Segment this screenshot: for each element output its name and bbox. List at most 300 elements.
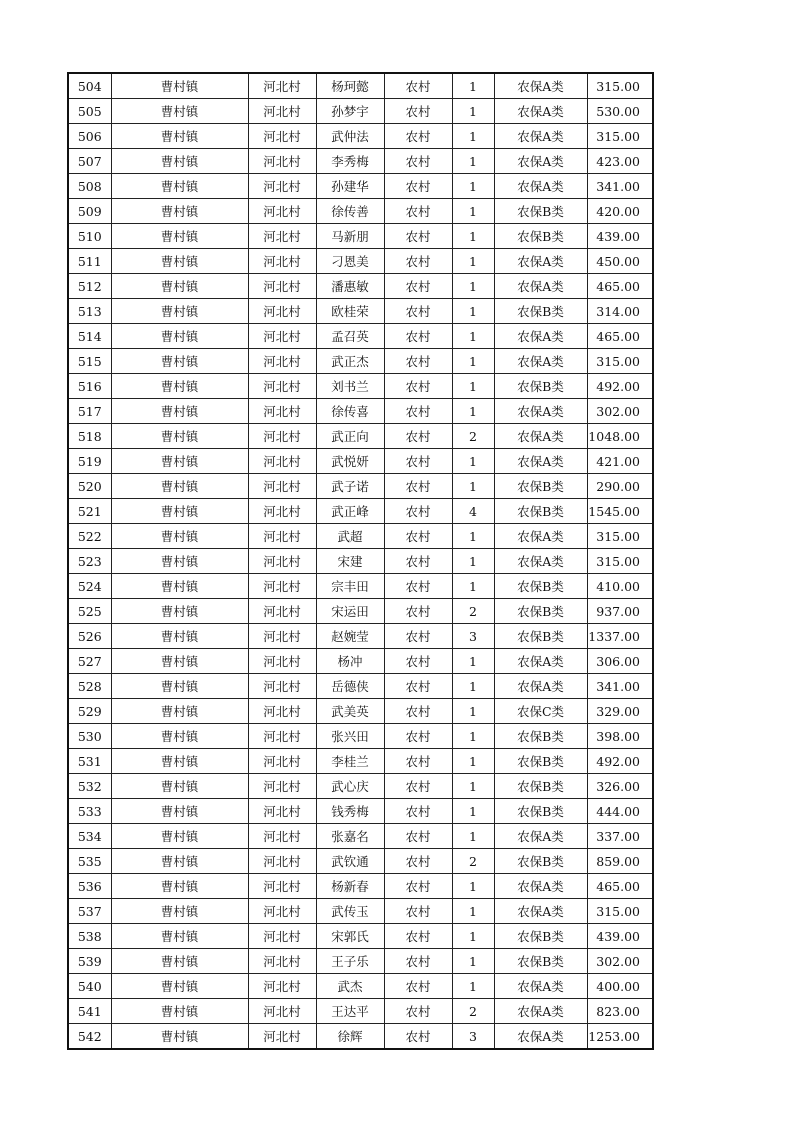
household-type-cell: 农村 [384, 849, 452, 874]
household-type-cell: 农村 [384, 524, 452, 549]
name-cell: 岳德侠 [316, 674, 384, 699]
household-type-cell: 农村 [384, 274, 452, 299]
village-cell: 河北村 [248, 73, 316, 99]
row-number-cell: 537 [68, 899, 111, 924]
insurance-category-cell: 农保A类 [494, 424, 587, 449]
village-cell: 河北村 [248, 349, 316, 374]
table-row [68, 599, 653, 624]
household-type-cell: 农村 [384, 424, 452, 449]
insurance-category-cell: 农保B类 [494, 599, 587, 624]
name-cell: 徐传善 [316, 199, 384, 224]
insurance-category-cell: 农保B类 [494, 299, 587, 324]
insurance-category-cell: 农保B类 [494, 624, 587, 649]
insurance-category-cell: 农保B类 [494, 924, 587, 949]
name-cell: 武正向 [316, 424, 384, 449]
town-cell: 曹村镇 [111, 699, 248, 724]
row-number-cell: 522 [68, 524, 111, 549]
village-cell: 河北村 [248, 999, 316, 1024]
village-cell: 河北村 [248, 699, 316, 724]
table-row [68, 624, 653, 649]
amount-cell: 530.00 [587, 99, 653, 124]
household-type-cell: 农村 [384, 99, 452, 124]
household-type-cell: 农村 [384, 249, 452, 274]
table-row [68, 549, 653, 574]
village-cell: 河北村 [248, 424, 316, 449]
name-cell: 王达平 [316, 999, 384, 1024]
member-count-cell: 1 [452, 449, 494, 474]
table-row [68, 999, 653, 1024]
amount-cell: 1545.00 [587, 499, 653, 524]
amount-cell: 314.00 [587, 299, 653, 324]
row-number-cell: 507 [68, 149, 111, 174]
row-number-cell: 523 [68, 549, 111, 574]
row-number-cell: 506 [68, 124, 111, 149]
row-number-cell: 527 [68, 649, 111, 674]
table-row [68, 799, 653, 824]
insurance-category-cell: 农保A类 [494, 524, 587, 549]
insurance-category-cell: 农保C类 [494, 699, 587, 724]
row-number-cell: 529 [68, 699, 111, 724]
table-row [68, 349, 653, 374]
table-row [68, 974, 653, 999]
table-row [68, 324, 653, 349]
member-count-cell: 2 [452, 999, 494, 1024]
member-count-cell: 3 [452, 1024, 494, 1050]
beneficiary-table [67, 72, 654, 1050]
row-number-cell: 515 [68, 349, 111, 374]
village-cell: 河北村 [248, 649, 316, 674]
village-cell: 河北村 [248, 99, 316, 124]
household-type-cell: 农村 [384, 1024, 452, 1050]
insurance-category-cell: 农保B类 [494, 474, 587, 499]
insurance-category-cell: 农保B类 [494, 224, 587, 249]
town-cell: 曹村镇 [111, 574, 248, 599]
amount-cell: 439.00 [587, 924, 653, 949]
household-type-cell: 农村 [384, 749, 452, 774]
town-cell: 曹村镇 [111, 199, 248, 224]
amount-cell: 423.00 [587, 149, 653, 174]
member-count-cell: 1 [452, 799, 494, 824]
town-cell: 曹村镇 [111, 974, 248, 999]
row-number-cell: 530 [68, 724, 111, 749]
table-row [68, 949, 653, 974]
amount-cell: 410.00 [587, 574, 653, 599]
amount-cell: 329.00 [587, 699, 653, 724]
village-cell: 河北村 [248, 874, 316, 899]
name-cell: 宋运田 [316, 599, 384, 624]
town-cell: 曹村镇 [111, 73, 248, 99]
village-cell: 河北村 [248, 324, 316, 349]
town-cell: 曹村镇 [111, 949, 248, 974]
village-cell: 河北村 [248, 974, 316, 999]
insurance-category-cell: 农保B类 [494, 849, 587, 874]
insurance-category-cell: 农保A类 [494, 824, 587, 849]
town-cell: 曹村镇 [111, 649, 248, 674]
town-cell: 曹村镇 [111, 149, 248, 174]
row-number-cell: 540 [68, 974, 111, 999]
village-cell: 河北村 [248, 849, 316, 874]
name-cell: 武超 [316, 524, 384, 549]
village-cell: 河北村 [248, 224, 316, 249]
row-number-cell: 516 [68, 374, 111, 399]
amount-cell: 315.00 [587, 549, 653, 574]
household-type-cell: 农村 [384, 724, 452, 749]
row-number-cell: 517 [68, 399, 111, 424]
village-cell: 河北村 [248, 824, 316, 849]
household-type-cell: 农村 [384, 149, 452, 174]
town-cell: 曹村镇 [111, 124, 248, 149]
row-number-cell: 525 [68, 599, 111, 624]
amount-cell: 315.00 [587, 524, 653, 549]
insurance-category-cell: 农保A类 [494, 274, 587, 299]
amount-cell: 400.00 [587, 974, 653, 999]
insurance-category-cell: 农保B类 [494, 749, 587, 774]
town-cell: 曹村镇 [111, 724, 248, 749]
member-count-cell: 1 [452, 399, 494, 424]
row-number-cell: 504 [68, 73, 111, 99]
village-cell: 河北村 [248, 299, 316, 324]
name-cell: 杨冲 [316, 649, 384, 674]
household-type-cell: 农村 [384, 349, 452, 374]
amount-cell: 315.00 [587, 73, 653, 99]
table-row [68, 374, 653, 399]
amount-cell: 450.00 [587, 249, 653, 274]
member-count-cell: 1 [452, 349, 494, 374]
member-count-cell: 1 [452, 949, 494, 974]
amount-cell: 420.00 [587, 199, 653, 224]
member-count-cell: 4 [452, 499, 494, 524]
insurance-category-cell: 农保A类 [494, 174, 587, 199]
insurance-category-cell: 农保B类 [494, 374, 587, 399]
table-row [68, 749, 653, 774]
insurance-category-cell: 农保A类 [494, 399, 587, 424]
insurance-category-cell: 农保A类 [494, 99, 587, 124]
amount-cell: 302.00 [587, 399, 653, 424]
member-count-cell: 1 [452, 274, 494, 299]
village-cell: 河北村 [248, 899, 316, 924]
table-row [68, 1024, 653, 1050]
household-type-cell: 农村 [384, 699, 452, 724]
row-number-cell: 509 [68, 199, 111, 224]
name-cell: 欧桂荣 [316, 299, 384, 324]
town-cell: 曹村镇 [111, 499, 248, 524]
row-number-cell: 508 [68, 174, 111, 199]
insurance-category-cell: 农保B类 [494, 799, 587, 824]
town-cell: 曹村镇 [111, 224, 248, 249]
village-cell: 河北村 [248, 924, 316, 949]
town-cell: 曹村镇 [111, 924, 248, 949]
town-cell: 曹村镇 [111, 599, 248, 624]
town-cell: 曹村镇 [111, 474, 248, 499]
member-count-cell: 1 [452, 649, 494, 674]
town-cell: 曹村镇 [111, 824, 248, 849]
amount-cell: 492.00 [587, 749, 653, 774]
household-type-cell: 农村 [384, 999, 452, 1024]
amount-cell: 326.00 [587, 774, 653, 799]
name-cell: 徐传喜 [316, 399, 384, 424]
amount-cell: 465.00 [587, 324, 653, 349]
amount-cell: 315.00 [587, 349, 653, 374]
amount-cell: 937.00 [587, 599, 653, 624]
amount-cell: 315.00 [587, 124, 653, 149]
village-cell: 河北村 [248, 724, 316, 749]
village-cell: 河北村 [248, 599, 316, 624]
village-cell: 河北村 [248, 274, 316, 299]
town-cell: 曹村镇 [111, 174, 248, 199]
table-row [68, 874, 653, 899]
household-type-cell: 农村 [384, 449, 452, 474]
table-row [68, 424, 653, 449]
name-cell: 武正杰 [316, 349, 384, 374]
insurance-category-cell: 农保A类 [494, 124, 587, 149]
town-cell: 曹村镇 [111, 424, 248, 449]
household-type-cell: 农村 [384, 124, 452, 149]
insurance-category-cell: 农保A类 [494, 1024, 587, 1050]
village-cell: 河北村 [248, 149, 316, 174]
insurance-category-cell: 农保B类 [494, 724, 587, 749]
household-type-cell: 农村 [384, 224, 452, 249]
row-number-cell: 532 [68, 774, 111, 799]
table-row [68, 499, 653, 524]
amount-cell: 302.00 [587, 949, 653, 974]
row-number-cell: 539 [68, 949, 111, 974]
town-cell: 曹村镇 [111, 674, 248, 699]
name-cell: 李桂兰 [316, 749, 384, 774]
table-row [68, 249, 653, 274]
row-number-cell: 535 [68, 849, 111, 874]
town-cell: 曹村镇 [111, 749, 248, 774]
row-number-cell: 505 [68, 99, 111, 124]
name-cell: 武杰 [316, 974, 384, 999]
household-type-cell: 农村 [384, 299, 452, 324]
row-number-cell: 526 [68, 624, 111, 649]
row-number-cell: 538 [68, 924, 111, 949]
household-type-cell: 农村 [384, 874, 452, 899]
amount-cell: 1253.00 [587, 1024, 653, 1050]
member-count-cell: 1 [452, 974, 494, 999]
name-cell: 武正峰 [316, 499, 384, 524]
amount-cell: 1048.00 [587, 424, 653, 449]
member-count-cell: 1 [452, 749, 494, 774]
member-count-cell: 2 [452, 599, 494, 624]
insurance-category-cell: 农保B类 [494, 499, 587, 524]
member-count-cell: 2 [452, 849, 494, 874]
table-row [68, 449, 653, 474]
town-cell: 曹村镇 [111, 324, 248, 349]
village-cell: 河北村 [248, 499, 316, 524]
household-type-cell: 农村 [384, 824, 452, 849]
name-cell: 赵婉莹 [316, 624, 384, 649]
village-cell: 河北村 [248, 749, 316, 774]
village-cell: 河北村 [248, 674, 316, 699]
row-number-cell: 513 [68, 299, 111, 324]
household-type-cell: 农村 [384, 949, 452, 974]
table-row [68, 474, 653, 499]
name-cell: 马新朋 [316, 224, 384, 249]
row-number-cell: 534 [68, 824, 111, 849]
name-cell: 武美英 [316, 699, 384, 724]
member-count-cell: 1 [452, 574, 494, 599]
insurance-category-cell: 农保A类 [494, 149, 587, 174]
town-cell: 曹村镇 [111, 374, 248, 399]
town-cell: 曹村镇 [111, 399, 248, 424]
town-cell: 曹村镇 [111, 1024, 248, 1050]
amount-cell: 823.00 [587, 999, 653, 1024]
name-cell: 潘惠敏 [316, 274, 384, 299]
household-type-cell: 农村 [384, 924, 452, 949]
village-cell: 河北村 [248, 374, 316, 399]
table-row [68, 649, 653, 674]
table-row [68, 724, 653, 749]
row-number-cell: 541 [68, 999, 111, 1024]
row-number-cell: 511 [68, 249, 111, 274]
town-cell: 曹村镇 [111, 99, 248, 124]
household-type-cell: 农村 [384, 974, 452, 999]
table-row [68, 899, 653, 924]
insurance-category-cell: 农保A类 [494, 73, 587, 99]
member-count-cell: 1 [452, 824, 494, 849]
row-number-cell: 536 [68, 874, 111, 899]
table-row [68, 699, 653, 724]
member-count-cell: 1 [452, 299, 494, 324]
amount-cell: 341.00 [587, 174, 653, 199]
amount-cell: 421.00 [587, 449, 653, 474]
name-cell: 张兴田 [316, 724, 384, 749]
insurance-category-cell: 农保A类 [494, 324, 587, 349]
table-body [68, 73, 653, 1049]
table-row [68, 824, 653, 849]
member-count-cell: 1 [452, 324, 494, 349]
table-row [68, 99, 653, 124]
household-type-cell: 农村 [384, 474, 452, 499]
town-cell: 曹村镇 [111, 524, 248, 549]
village-cell: 河北村 [248, 624, 316, 649]
member-count-cell: 1 [452, 199, 494, 224]
amount-cell: 492.00 [587, 374, 653, 399]
member-count-cell: 1 [452, 224, 494, 249]
insurance-category-cell: 农保A类 [494, 649, 587, 674]
insurance-category-cell: 农保B类 [494, 949, 587, 974]
insurance-category-cell: 农保A类 [494, 974, 587, 999]
household-type-cell: 农村 [384, 674, 452, 699]
town-cell: 曹村镇 [111, 299, 248, 324]
row-number-cell: 542 [68, 1024, 111, 1050]
table-row [68, 73, 653, 99]
insurance-category-cell: 农保B类 [494, 774, 587, 799]
member-count-cell: 1 [452, 174, 494, 199]
name-cell: 杨珂懿 [316, 73, 384, 99]
village-cell: 河北村 [248, 449, 316, 474]
member-count-cell: 1 [452, 149, 494, 174]
household-type-cell: 农村 [384, 499, 452, 524]
amount-cell: 465.00 [587, 874, 653, 899]
insurance-category-cell: 农保A类 [494, 999, 587, 1024]
member-count-cell: 1 [452, 874, 494, 899]
household-type-cell: 农村 [384, 774, 452, 799]
row-number-cell: 520 [68, 474, 111, 499]
village-cell: 河北村 [248, 199, 316, 224]
household-type-cell: 农村 [384, 799, 452, 824]
row-number-cell: 531 [68, 749, 111, 774]
amount-cell: 341.00 [587, 674, 653, 699]
insurance-category-cell: 农保A类 [494, 349, 587, 374]
village-cell: 河北村 [248, 524, 316, 549]
name-cell: 刘书兰 [316, 374, 384, 399]
insurance-category-cell: 农保A类 [494, 249, 587, 274]
table-row [68, 674, 653, 699]
household-type-cell: 农村 [384, 599, 452, 624]
village-cell: 河北村 [248, 474, 316, 499]
member-count-cell: 1 [452, 374, 494, 399]
table-row [68, 399, 653, 424]
member-count-cell: 3 [452, 624, 494, 649]
member-count-cell: 2 [452, 424, 494, 449]
village-cell: 河北村 [248, 949, 316, 974]
household-type-cell: 农村 [384, 374, 452, 399]
table-row [68, 849, 653, 874]
row-number-cell: 533 [68, 799, 111, 824]
name-cell: 孙梦宇 [316, 99, 384, 124]
table-row [68, 124, 653, 149]
amount-cell: 859.00 [587, 849, 653, 874]
insurance-category-cell: 农保A类 [494, 674, 587, 699]
name-cell: 武仲法 [316, 124, 384, 149]
member-count-cell: 1 [452, 924, 494, 949]
town-cell: 曹村镇 [111, 349, 248, 374]
household-type-cell: 农村 [384, 574, 452, 599]
town-cell: 曹村镇 [111, 874, 248, 899]
village-cell: 河北村 [248, 574, 316, 599]
amount-cell: 444.00 [587, 799, 653, 824]
amount-cell: 1337.00 [587, 624, 653, 649]
name-cell: 宋建 [316, 549, 384, 574]
household-type-cell: 农村 [384, 899, 452, 924]
table-row [68, 274, 653, 299]
name-cell: 宗丰田 [316, 574, 384, 599]
household-type-cell: 农村 [384, 399, 452, 424]
table-row [68, 299, 653, 324]
row-number-cell: 512 [68, 274, 111, 299]
amount-cell: 465.00 [587, 274, 653, 299]
town-cell: 曹村镇 [111, 549, 248, 574]
town-cell: 曹村镇 [111, 999, 248, 1024]
table-row [68, 924, 653, 949]
member-count-cell: 1 [452, 73, 494, 99]
amount-cell: 398.00 [587, 724, 653, 749]
name-cell: 宋郭氏 [316, 924, 384, 949]
row-number-cell: 518 [68, 424, 111, 449]
amount-cell: 337.00 [587, 824, 653, 849]
row-number-cell: 519 [68, 449, 111, 474]
name-cell: 杨新春 [316, 874, 384, 899]
town-cell: 曹村镇 [111, 899, 248, 924]
member-count-cell: 1 [452, 524, 494, 549]
town-cell: 曹村镇 [111, 624, 248, 649]
member-count-cell: 1 [452, 249, 494, 274]
amount-cell: 315.00 [587, 899, 653, 924]
member-count-cell: 1 [452, 724, 494, 749]
village-cell: 河北村 [248, 399, 316, 424]
amount-cell: 290.00 [587, 474, 653, 499]
town-cell: 曹村镇 [111, 249, 248, 274]
row-number-cell: 524 [68, 574, 111, 599]
name-cell: 武悦妍 [316, 449, 384, 474]
amount-cell: 439.00 [587, 224, 653, 249]
name-cell: 钱秀梅 [316, 799, 384, 824]
town-cell: 曹村镇 [111, 799, 248, 824]
member-count-cell: 1 [452, 674, 494, 699]
table-row [68, 574, 653, 599]
